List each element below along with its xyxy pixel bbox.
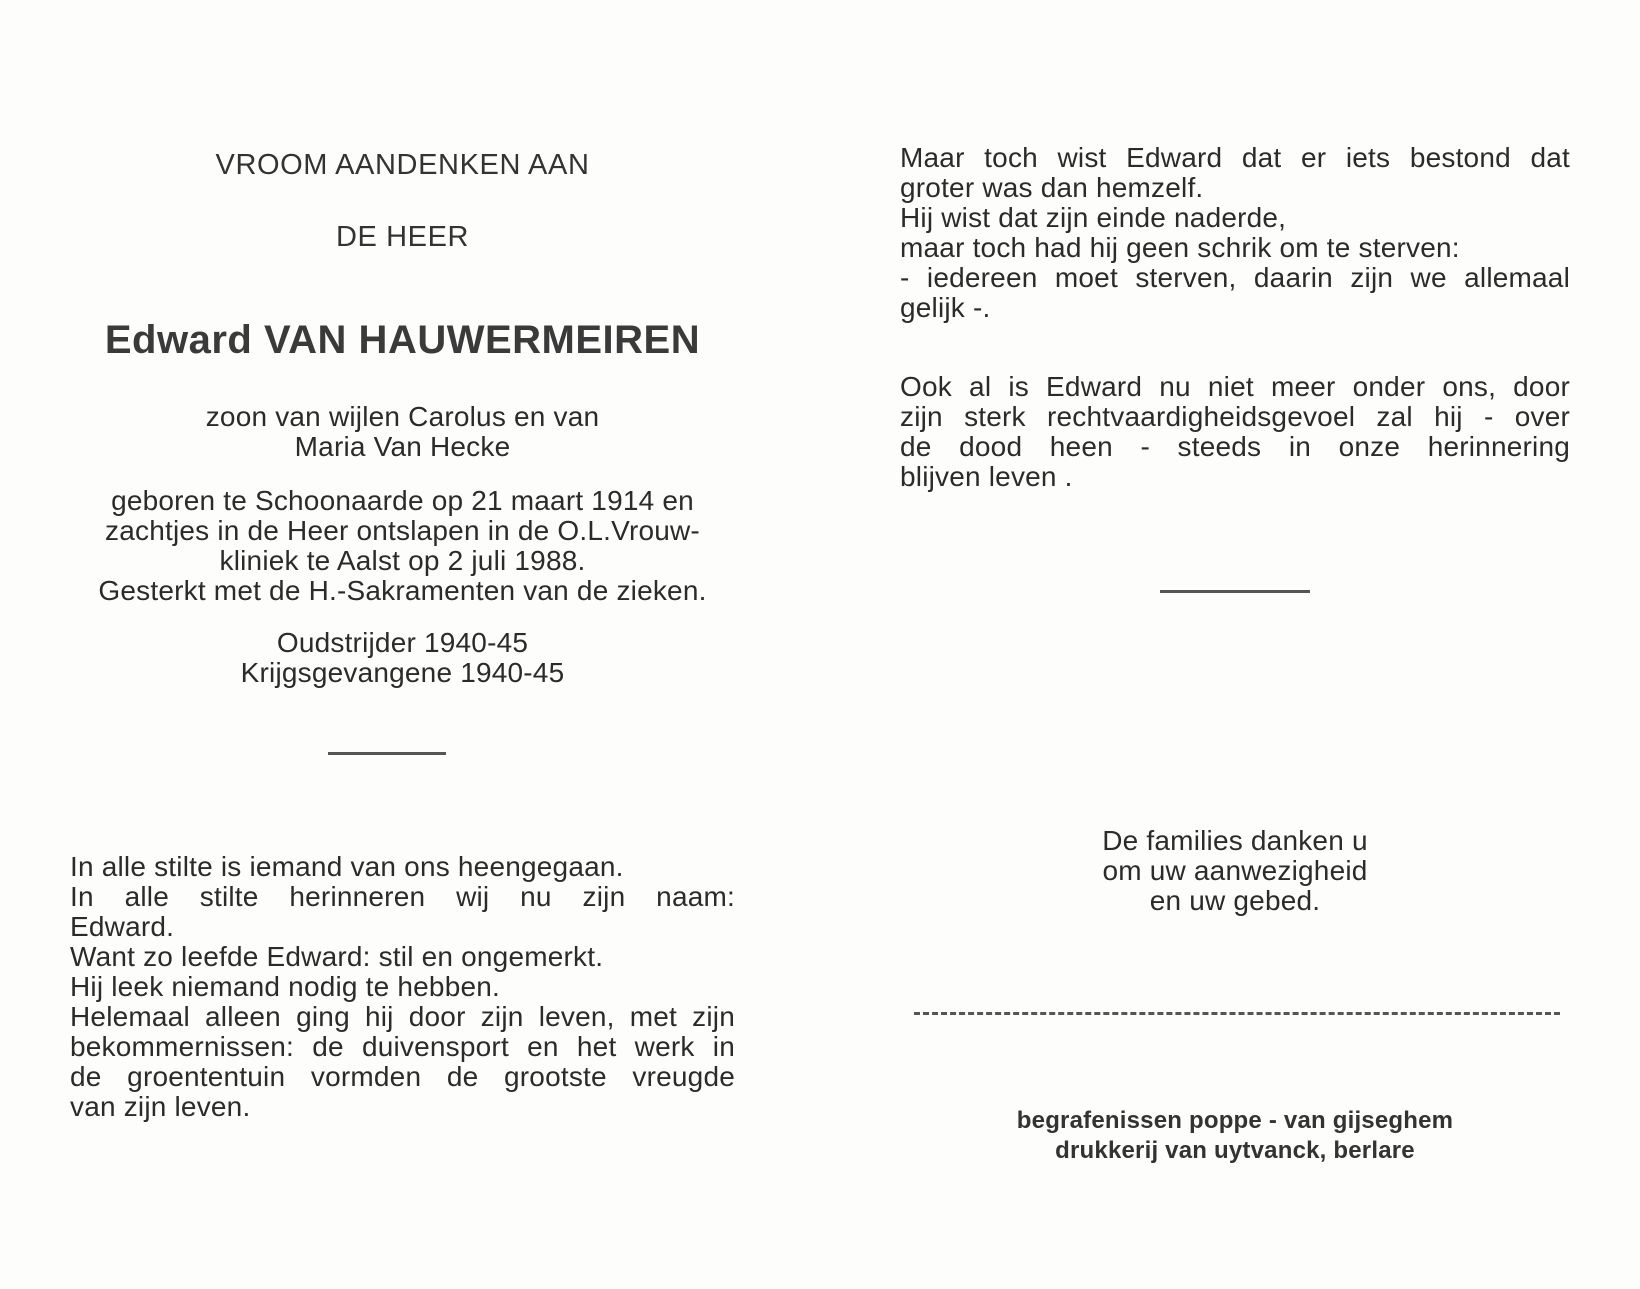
thanks-line: en uw gebed.	[1149, 885, 1321, 916]
paragraph-one	[900, 143, 1570, 323]
birth-death-line: kliniek te Aalst op 2 juli 1988.	[219, 545, 586, 576]
poem-line: bekommernissen: de duivensport en het werk in	[70, 1031, 735, 1062]
credits-block	[900, 1106, 1570, 1166]
parents-line: Maria Van Hecke	[294, 431, 511, 462]
poem-line: In alle stilte herinneren wij nu zijn naam:	[70, 881, 735, 912]
title-line: Oudstrijder 1940-45	[276, 627, 529, 658]
credit-line: drukkerij van uytvanck, berlare	[1055, 1137, 1415, 1164]
birth-death-line: zachtjes in de Heer ontslapen in de O.L.Vrouw-	[105, 515, 700, 546]
parents-line: zoon van wijlen Carolus en van	[205, 401, 600, 432]
poem-line: Hij leek niemand nodig te hebben.	[70, 971, 501, 1002]
paragraph-line: Maar toch wist Edward dat er iets bestond dat	[900, 142, 1570, 173]
poem-line: Edward.	[70, 911, 175, 942]
paragraph-line: gelijk -.	[900, 292, 991, 323]
poem-line: In alle stilte is iemand van ons heengegaan.	[70, 851, 624, 882]
paragraph-two	[900, 372, 1570, 492]
name-block	[70, 318, 735, 363]
separator-rule	[1160, 590, 1310, 593]
birth-death-block	[70, 486, 735, 606]
poem-line: de groententuin vormden de grootste vreugde	[70, 1061, 735, 1092]
birth-death-line: Gesterkt met de H.-Sakramenten van de zieken.	[98, 575, 707, 606]
poem-line: Helemaal alleen ging hij door zijn leven, met zijn	[70, 1001, 735, 1032]
thanks-block	[900, 826, 1570, 916]
memorial-heading: VROOM AANDENKEN AAN	[215, 149, 590, 181]
separator-rule	[328, 752, 446, 755]
paragraph-line: - iedereen moet sterven, daarin zijn we allemaal	[900, 262, 1570, 293]
heading-block	[70, 150, 735, 180]
paragraph-line: groter was dan hemzelf.	[900, 172, 1204, 203]
poem-line: Want zo leefde Edward: stil en ongemerkt.	[70, 941, 604, 972]
paragraph-line: Ook al is Edward nu niet meer onder ons, door	[900, 371, 1570, 402]
poem-block	[70, 852, 735, 1122]
paragraph-line: blijven leven .	[900, 461, 1073, 492]
deceased-name: Edward VAN HAUWERMEIREN	[104, 318, 701, 362]
birth-death-line: geboren te Schoonaarde op 21 maart 1914 en	[111, 485, 694, 516]
paragraph-line: Hij wist dat zijn einde naderde,	[900, 202, 1287, 233]
thanks-line: om uw aanwezigheid	[1102, 855, 1368, 886]
paragraph-line: zijn sterk rechtvaardigheidsgevoel zal hij - over	[900, 401, 1570, 432]
paragraph-line: maar toch had hij geen schrik om te sterven:	[900, 232, 1460, 263]
separator-rule	[914, 1012, 1560, 1015]
thanks-line: De families danken u	[1102, 825, 1368, 856]
title-line: Krijgsgevangene 1940-45	[240, 657, 565, 688]
titles-block	[70, 628, 735, 688]
title-block	[70, 222, 735, 252]
paragraph-line: de dood heen - steeds in onze herinnering	[900, 431, 1570, 462]
honorific: DE HEER	[335, 221, 470, 253]
poem-line: van zijn leven.	[70, 1091, 251, 1122]
credit-line: begrafenissen poppe - van gijseghem	[1016, 1107, 1454, 1134]
parents-block	[70, 402, 735, 462]
